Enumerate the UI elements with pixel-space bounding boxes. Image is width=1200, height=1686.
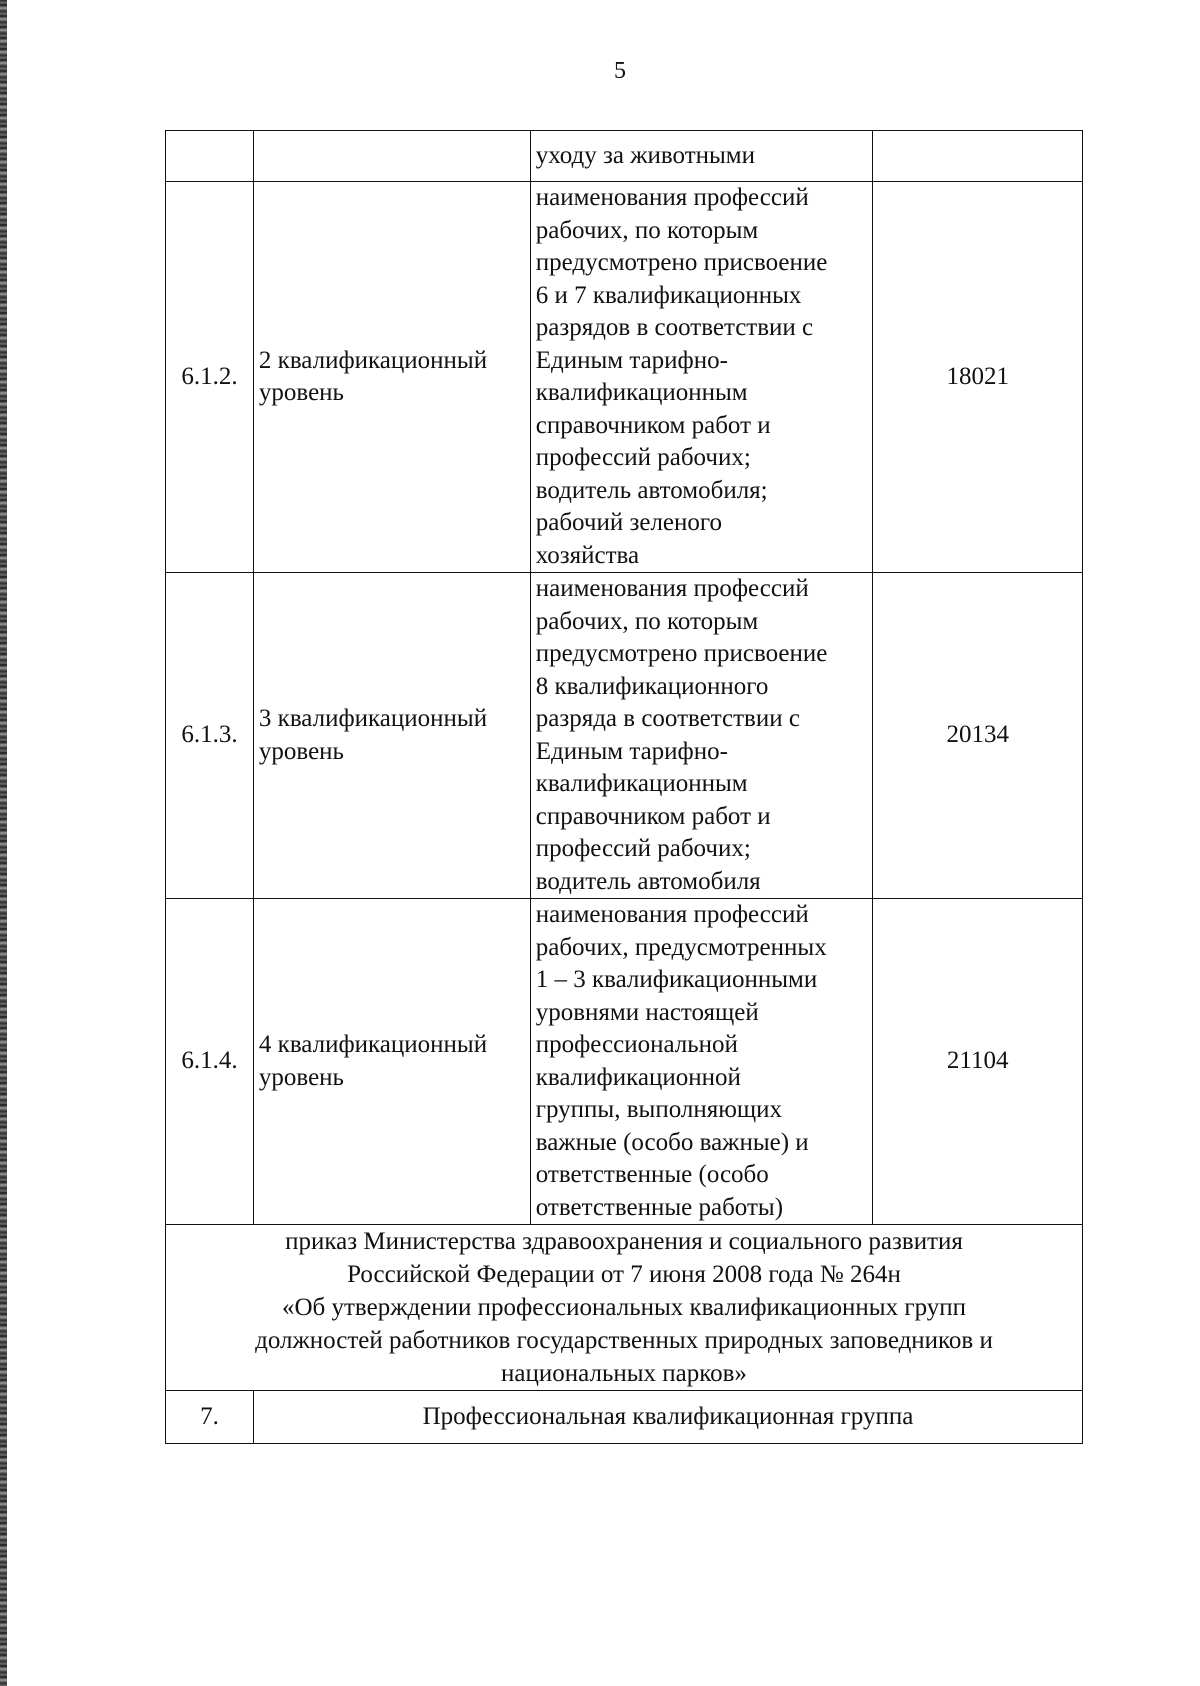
profession-cell: уходу за животными [530,131,873,182]
profession-line: Единым тарифно- [535,346,728,374]
profession-line: рабочих, предусмотренных [535,933,827,961]
profession-line: предусмотрено присвоение [535,249,828,276]
profession-line: наименования профессий [535,184,809,211]
level-cell [253,899,530,1225]
order-line: Российской Федерации от 7 июня 2008 года № 264н [347,1261,901,1288]
profession-line: 8 квалификационного [535,672,769,700]
table-row [166,182,1083,573]
profession-line: справочником работ и [535,411,771,439]
level-line: уровень [258,737,344,765]
profession-line: наименования профессий [535,575,809,602]
profession-line: предусмотрено присвоение [535,640,828,667]
profession-line: 1 – 3 квалификационными [535,966,818,993]
profession-line: квалификационным [535,770,748,797]
profession-line: водитель автомобиля; [535,476,768,504]
level-line: 2 квалификационный [258,346,488,374]
profession-cell [530,573,873,899]
profession-line: важные (особо важные) и [535,1128,809,1156]
group-title-cell: Профессиональная квалификационная группа [253,1391,1082,1444]
profession-line: ответственные работы) [535,1193,784,1221]
profession-line: хозяйства [535,541,640,569]
order-line: национальных парков» [501,1360,747,1387]
profession-line: разрядов в соответствии с [535,314,814,341]
level-cell [253,573,530,899]
row-number-cell: 6.1.3. [166,573,254,899]
level-line: уровень [258,379,344,406]
profession-line: рабочих, по которым [535,607,759,635]
level-cell [253,182,530,573]
row-number-cell: 6.1.2. [166,182,254,573]
table-row-continuation [166,131,1083,182]
row-number-cell [166,131,254,182]
profession-line: рабочих, по которым [535,216,759,244]
profession-line: ответственные (особо [535,1161,769,1188]
profession-line: рабочий зеленого [535,509,723,536]
order-line: должностей работников государственных природных заповедников и [255,1327,993,1354]
level-cell [253,131,530,182]
profession-line: профессий рабочих; [535,444,751,471]
table-row [166,573,1083,899]
profession-line: 6 и 7 квалификационных [535,281,802,309]
order-reference-cell [166,1225,1083,1391]
profession-line: разряда в соответствии с [535,705,800,732]
table-row [166,899,1083,1225]
profession-line: квалификационной [535,1063,741,1091]
salary-table [165,130,1083,1444]
level-line: уровень [258,1063,344,1091]
page-number: 5 [614,58,626,84]
salary-cell: 20134 [873,573,1083,899]
profession-cell [530,899,873,1225]
profession-line: профессий рабочих; [535,835,751,862]
order-line: «Об утверждении профессиональных квалификационных групп [281,1294,967,1321]
scan-edge [0,0,7,1686]
level-line: 3 квалификационный [258,705,488,732]
group-header-row [166,1391,1083,1444]
profession-line: квалификационным [535,379,748,406]
row-number-cell: 7. [166,1391,254,1444]
salary-cell [873,131,1083,182]
level-line: 4 квалификационный [258,1031,488,1058]
profession-line: уровнями настоящей [535,998,759,1026]
profession-line: группы, выполняющих [535,1096,783,1123]
profession-cell [530,182,873,573]
salary-cell: 21104 [873,899,1083,1225]
order-line: приказ Министерства здравоохранения и социального развития [285,1228,963,1255]
row-number-cell: 6.1.4. [166,899,254,1225]
profession-line: профессиональной [535,1031,738,1058]
salary-cell: 18021 [873,182,1083,573]
profession-line: наименования профессий [535,901,809,928]
profession-line: Единым тарифно- [535,737,728,765]
profession-line: водитель автомобиля [535,867,761,895]
order-reference-row [166,1225,1083,1391]
profession-line: справочником работ и [535,802,771,830]
